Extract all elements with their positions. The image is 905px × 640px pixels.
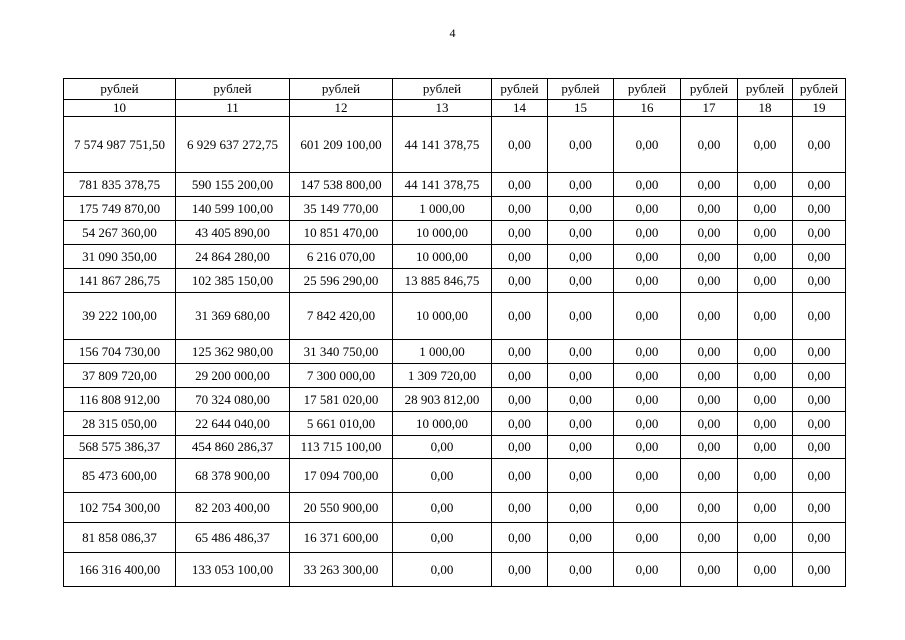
table-cell: 0,00 bbox=[548, 197, 614, 221]
column-number: 19 bbox=[793, 100, 846, 117]
table-cell: 54 267 360,00 bbox=[64, 221, 176, 245]
table-cell: 102 754 300,00 bbox=[64, 493, 176, 523]
table-cell: 0,00 bbox=[793, 388, 846, 412]
column-number: 10 bbox=[64, 100, 176, 117]
table-cell: 175 749 870,00 bbox=[64, 197, 176, 221]
table-cell: 156 704 730,00 bbox=[64, 340, 176, 364]
table-cell: 0,00 bbox=[681, 412, 738, 436]
table-cell: 24 864 280,00 bbox=[176, 245, 290, 269]
table-cell: 10 851 470,00 bbox=[290, 221, 393, 245]
table-cell: 0,00 bbox=[548, 269, 614, 293]
table-cell: 6 929 637 272,75 bbox=[176, 117, 290, 173]
column-number: 18 bbox=[738, 100, 793, 117]
table-cell: 133 053 100,00 bbox=[176, 553, 290, 587]
table-cell: 0,00 bbox=[681, 221, 738, 245]
table-cell: 35 149 770,00 bbox=[290, 197, 393, 221]
table-row bbox=[64, 493, 846, 523]
table-row bbox=[64, 173, 846, 197]
table-cell: 1 000,00 bbox=[393, 197, 492, 221]
table-cell: 0,00 bbox=[548, 493, 614, 523]
table-cell: 0,00 bbox=[492, 436, 548, 459]
table-cell: 0,00 bbox=[738, 245, 793, 269]
table-cell: 0,00 bbox=[681, 197, 738, 221]
table-cell: 0,00 bbox=[548, 173, 614, 197]
table-cell: 0,00 bbox=[614, 493, 681, 523]
table-cell: 0,00 bbox=[614, 436, 681, 459]
table-cell: 0,00 bbox=[793, 459, 846, 493]
page-number: 4 bbox=[449, 26, 456, 40]
column-number: 16 bbox=[614, 100, 681, 117]
table-cell: 0,00 bbox=[793, 117, 846, 173]
table-cell: 0,00 bbox=[681, 364, 738, 388]
table-cell: 0,00 bbox=[492, 553, 548, 587]
table-cell: 0,00 bbox=[738, 173, 793, 197]
table-row bbox=[64, 436, 846, 459]
table-cell: 0,00 bbox=[548, 388, 614, 412]
column-header: рублей bbox=[393, 79, 492, 100]
table-cell: 6 216 070,00 bbox=[290, 245, 393, 269]
table-cell: 0,00 bbox=[614, 388, 681, 412]
table-cell: 0,00 bbox=[492, 523, 548, 553]
table-cell: 0,00 bbox=[492, 388, 548, 412]
table-cell: 0,00 bbox=[492, 412, 548, 436]
table-cell: 0,00 bbox=[548, 340, 614, 364]
table-row bbox=[64, 459, 846, 493]
table-cell: 1 309 720,00 bbox=[393, 364, 492, 388]
table-cell: 7 842 420,00 bbox=[290, 293, 393, 340]
table-cell: 0,00 bbox=[738, 269, 793, 293]
table-cell: 0,00 bbox=[793, 364, 846, 388]
table-cell: 0,00 bbox=[548, 221, 614, 245]
column-number: 15 bbox=[548, 100, 614, 117]
column-header: рублей bbox=[64, 79, 176, 100]
table-cell: 0,00 bbox=[793, 493, 846, 523]
table-cell: 0,00 bbox=[548, 245, 614, 269]
table-cell: 590 155 200,00 bbox=[176, 173, 290, 197]
table-cell: 37 809 720,00 bbox=[64, 364, 176, 388]
table-cell: 0,00 bbox=[614, 340, 681, 364]
table-cell: 0,00 bbox=[614, 459, 681, 493]
table-cell: 31 369 680,00 bbox=[176, 293, 290, 340]
table-cell: 568 575 386,37 bbox=[64, 436, 176, 459]
column-number: 13 bbox=[393, 100, 492, 117]
column-header: рублей bbox=[176, 79, 290, 100]
table-cell: 17 094 700,00 bbox=[290, 459, 393, 493]
table-cell: 0,00 bbox=[681, 117, 738, 173]
table-cell: 0,00 bbox=[738, 197, 793, 221]
table-cell: 0,00 bbox=[492, 197, 548, 221]
table-cell: 0,00 bbox=[738, 388, 793, 412]
table-cell: 0,00 bbox=[738, 293, 793, 340]
table-cell: 0,00 bbox=[614, 412, 681, 436]
table-cell: 0,00 bbox=[738, 117, 793, 173]
table-cell: 10 000,00 bbox=[393, 412, 492, 436]
table-row bbox=[64, 197, 846, 221]
table-cell: 0,00 bbox=[793, 340, 846, 364]
table-cell: 781 835 378,75 bbox=[64, 173, 176, 197]
financial-table bbox=[63, 78, 846, 587]
table-cell: 68 378 900,00 bbox=[176, 459, 290, 493]
table-cell: 82 203 400,00 bbox=[176, 493, 290, 523]
table-cell: 85 473 600,00 bbox=[64, 459, 176, 493]
table-cell: 0,00 bbox=[492, 493, 548, 523]
table-cell: 0,00 bbox=[492, 364, 548, 388]
table-cell: 0,00 bbox=[793, 245, 846, 269]
table-cell: 0,00 bbox=[738, 523, 793, 553]
table-cell: 0,00 bbox=[738, 221, 793, 245]
table-cell: 20 550 900,00 bbox=[290, 493, 393, 523]
column-header: рублей bbox=[548, 79, 614, 100]
table-cell: 116 808 912,00 bbox=[64, 388, 176, 412]
table-cell: 7 574 987 751,50 bbox=[64, 117, 176, 173]
table-cell: 33 263 300,00 bbox=[290, 553, 393, 587]
table-cell: 31 340 750,00 bbox=[290, 340, 393, 364]
table-row bbox=[64, 117, 846, 173]
table-cell: 0,00 bbox=[614, 173, 681, 197]
table-cell: 0,00 bbox=[738, 553, 793, 587]
table-cell: 0,00 bbox=[793, 293, 846, 340]
table-cell: 0,00 bbox=[681, 436, 738, 459]
table-cell: 0,00 bbox=[393, 493, 492, 523]
table-cell: 0,00 bbox=[614, 523, 681, 553]
table-cell: 7 300 000,00 bbox=[290, 364, 393, 388]
table-cell: 25 596 290,00 bbox=[290, 269, 393, 293]
table-cell: 0,00 bbox=[548, 412, 614, 436]
table-cell: 0,00 bbox=[614, 197, 681, 221]
table-cell: 0,00 bbox=[793, 436, 846, 459]
table-cell: 0,00 bbox=[614, 364, 681, 388]
table-cell: 0,00 bbox=[793, 269, 846, 293]
table-cell: 0,00 bbox=[681, 523, 738, 553]
table-cell: 0,00 bbox=[492, 173, 548, 197]
table-cell: 0,00 bbox=[738, 340, 793, 364]
table-cell: 81 858 086,37 bbox=[64, 523, 176, 553]
table-cell: 0,00 bbox=[614, 553, 681, 587]
header-row bbox=[64, 79, 846, 100]
table-cell: 0,00 bbox=[681, 388, 738, 412]
table-cell: 0,00 bbox=[492, 117, 548, 173]
table-cell: 0,00 bbox=[492, 293, 548, 340]
column-header: рублей bbox=[681, 79, 738, 100]
table-cell: 0,00 bbox=[738, 364, 793, 388]
column-header: рублей bbox=[614, 79, 681, 100]
table-cell: 140 599 100,00 bbox=[176, 197, 290, 221]
table-cell: 39 222 100,00 bbox=[64, 293, 176, 340]
table-row bbox=[64, 245, 846, 269]
table-cell: 147 538 800,00 bbox=[290, 173, 393, 197]
table-cell: 28 903 812,00 bbox=[393, 388, 492, 412]
table-cell: 0,00 bbox=[793, 221, 846, 245]
table-cell: 166 316 400,00 bbox=[64, 553, 176, 587]
table-cell: 0,00 bbox=[793, 412, 846, 436]
table-cell: 5 661 010,00 bbox=[290, 412, 393, 436]
table-cell: 0,00 bbox=[492, 221, 548, 245]
table-cell: 10 000,00 bbox=[393, 293, 492, 340]
table-cell: 0,00 bbox=[393, 523, 492, 553]
table-row bbox=[64, 221, 846, 245]
table-cell: 141 867 286,75 bbox=[64, 269, 176, 293]
table-cell: 0,00 bbox=[548, 553, 614, 587]
table-cell: 0,00 bbox=[738, 436, 793, 459]
table-cell: 0,00 bbox=[681, 340, 738, 364]
table-cell: 43 405 890,00 bbox=[176, 221, 290, 245]
table-cell: 0,00 bbox=[492, 459, 548, 493]
table-cell: 0,00 bbox=[614, 221, 681, 245]
table-cell: 102 385 150,00 bbox=[176, 269, 290, 293]
column-number: 14 bbox=[492, 100, 548, 117]
table-cell: 44 141 378,75 bbox=[393, 117, 492, 173]
table-cell: 0,00 bbox=[681, 269, 738, 293]
table-cell: 44 141 378,75 bbox=[393, 173, 492, 197]
table-cell: 0,00 bbox=[548, 523, 614, 553]
table-cell: 10 000,00 bbox=[393, 221, 492, 245]
table-cell: 0,00 bbox=[738, 412, 793, 436]
table-row bbox=[64, 523, 846, 553]
table-cell: 0,00 bbox=[681, 293, 738, 340]
table-cell: 0,00 bbox=[793, 173, 846, 197]
table-cell: 0,00 bbox=[681, 493, 738, 523]
table-row bbox=[64, 553, 846, 587]
table-row bbox=[64, 388, 846, 412]
table-cell: 65 486 486,37 bbox=[176, 523, 290, 553]
table-cell: 113 715 100,00 bbox=[290, 436, 393, 459]
table-cell: 0,00 bbox=[548, 436, 614, 459]
table-cell: 28 315 050,00 bbox=[64, 412, 176, 436]
table-cell: 0,00 bbox=[793, 523, 846, 553]
table-cell: 0,00 bbox=[614, 245, 681, 269]
table-cell: 70 324 080,00 bbox=[176, 388, 290, 412]
column-header: рублей bbox=[793, 79, 846, 100]
table-cell: 0,00 bbox=[738, 459, 793, 493]
table-cell: 0,00 bbox=[393, 436, 492, 459]
table-row bbox=[64, 340, 846, 364]
column-number: 12 bbox=[290, 100, 393, 117]
table-cell: 0,00 bbox=[681, 245, 738, 269]
column-header: рублей bbox=[290, 79, 393, 100]
table-cell: 0,00 bbox=[738, 493, 793, 523]
table-cell: 0,00 bbox=[793, 553, 846, 587]
table-cell: 0,00 bbox=[614, 269, 681, 293]
column-header: рублей bbox=[738, 79, 793, 100]
table-cell: 0,00 bbox=[492, 269, 548, 293]
column-number: 17 bbox=[681, 100, 738, 117]
table-cell: 0,00 bbox=[614, 293, 681, 340]
table-cell: 0,00 bbox=[681, 553, 738, 587]
table-cell: 0,00 bbox=[492, 340, 548, 364]
table-row bbox=[64, 364, 846, 388]
table-cell: 0,00 bbox=[614, 117, 681, 173]
table-cell: 1 000,00 bbox=[393, 340, 492, 364]
column-number: 11 bbox=[176, 100, 290, 117]
table-cell: 454 860 286,37 bbox=[176, 436, 290, 459]
table-cell: 0,00 bbox=[548, 459, 614, 493]
column-number-row bbox=[64, 100, 846, 117]
table-cell: 0,00 bbox=[681, 459, 738, 493]
table-cell: 29 200 000,00 bbox=[176, 364, 290, 388]
table-row bbox=[64, 293, 846, 340]
table-cell: 13 885 846,75 bbox=[393, 269, 492, 293]
table-cell: 0,00 bbox=[793, 197, 846, 221]
table-cell: 0,00 bbox=[548, 293, 614, 340]
table-cell: 0,00 bbox=[393, 553, 492, 587]
table-cell: 0,00 bbox=[548, 117, 614, 173]
table-cell: 10 000,00 bbox=[393, 245, 492, 269]
table-cell: 22 644 040,00 bbox=[176, 412, 290, 436]
column-header: рублей bbox=[492, 79, 548, 100]
table-cell: 125 362 980,00 bbox=[176, 340, 290, 364]
table-cell: 0,00 bbox=[393, 459, 492, 493]
table-row bbox=[64, 269, 846, 293]
table-row bbox=[64, 412, 846, 436]
table-cell: 16 371 600,00 bbox=[290, 523, 393, 553]
table-cell: 0,00 bbox=[492, 245, 548, 269]
table-cell: 0,00 bbox=[681, 173, 738, 197]
table-cell: 0,00 bbox=[548, 364, 614, 388]
table-cell: 601 209 100,00 bbox=[290, 117, 393, 173]
table-cell: 17 581 020,00 bbox=[290, 388, 393, 412]
table-cell: 31 090 350,00 bbox=[64, 245, 176, 269]
